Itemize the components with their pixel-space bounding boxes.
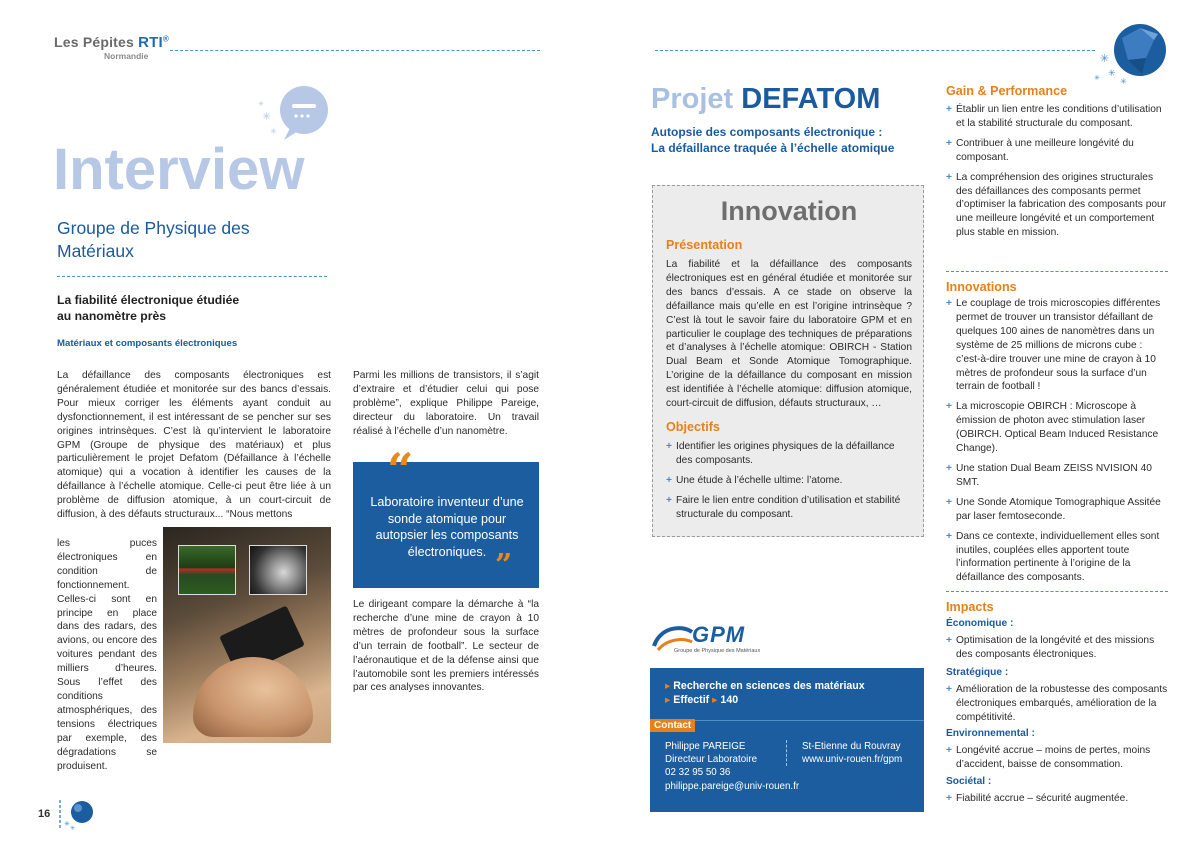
svg-text:✳: ✳ (1094, 75, 1100, 82)
projet-subtitle-1: Autopsie des composants électronique : (651, 125, 883, 139)
contact-name: Philippe PAREIGE (665, 741, 746, 752)
article-col2-text: Parmi les millions de transistors, il s’agit d’extraire et d’étudier celui qui pose problème”, explique Philippe Pareige, directeur du laboratoire. Un travail réalisé à l’échelle d’un nanomètre. (353, 370, 539, 437)
presentation-text: La fiabilité et la défaillance des composants électroniques est en général étudiée et monitorée sur des bancs d’essais. A ce stade on observe la défaillance mais qu’elle en est l’origine intrinsèque ? C’est là tout le savoir faire du laboratoire GPM et en particulier le couplage des techniques de préparations et d’analyses à l’échelle atomique: OBIRCH - Station Dual Beam et Sonde Atomique Tomographique. L’origine de la défaillance du composant en mission est identifiée à l’échelle atomique: diffusion atomique, court-circuit de diffusion, défauts structuraux, … (666, 259, 912, 410)
svg-text:✳: ✳ (262, 111, 272, 123)
innovation-title: Innovation (720, 196, 858, 226)
svg-text:✳: ✳ (270, 127, 277, 136)
article-col2-after: Le dirigeant compare la démarche à “la recherche d’une mine de crayon à 10 mètres de profondeur sous la surface d’un terrain de football”. Le secteur de l’aéronautique et de la défense ainsi que l’automobile sont les premiers intéressés par ces analyses innovantes. (353, 599, 539, 694)
innovation-item: + Dans ce contexte, individuellement elles sont inutiles, couplées elles apportent toute l’information pertinente à l’origine de la défaillance des composants. (946, 530, 1160, 584)
impact-env: + Longévité accrue – moins de pertes, moins d’accident, baisse de consommation. (946, 745, 1151, 770)
projet-subtitle-2: La défaillance traquée à l’échelle atomique (651, 140, 895, 155)
contact-separator (786, 740, 787, 766)
subtitle-line-2: au nanomètre près (57, 308, 167, 323)
article-subtitle (57, 293, 239, 324)
objectif-item: + Identifier les origines physiques de la défaillance des composants. (666, 441, 895, 466)
contact-tag: Contact (650, 719, 695, 732)
innovation-item: + Une station Dual Beam ZEISS NVISION 40 SMT. (946, 462, 1152, 488)
projet-subtitle (651, 125, 894, 156)
gain-heading: Gain & Performance (946, 84, 1068, 98)
impact-soc-heading: Sociétal : (946, 776, 992, 787)
subtitle-line-1: La fiabilité électronique étudiée (57, 293, 240, 307)
contact-email[interactable]: philippe.pareige@univ-rouen.fr (665, 780, 800, 792)
chip-photo (163, 527, 331, 743)
projet-name: DEFATOM (741, 83, 881, 115)
impact-strat: + Amélioration de la robustesse des composants électroniques embarqués, amélioration de la compétitivité. (946, 684, 1168, 723)
innovation-box (652, 185, 924, 537)
group-title-line-1: Groupe de Physique des (57, 218, 250, 238)
group-title (57, 217, 250, 263)
footer-orb-icon (56, 796, 100, 832)
impact-eco: + Optimisation de la longévité et des missions des composants électroniques. (946, 635, 1155, 660)
quote-open-icon: “ (387, 443, 414, 497)
innovation-item: + Le couplage de trois microscopies différentes permet de trouver un transistor défaillant de quelques 100 aines de nanomètres dans un système de 25 millions de microns cube : c’est-à-dire trouver une mine de crayon à 10 mètres de profondeur sous la surface d’un terrain de football ! (946, 298, 1161, 393)
svg-text:✳: ✳ (70, 826, 76, 832)
brand-subtitle: Normandie (104, 51, 149, 61)
effectif-value: 140 (720, 694, 739, 706)
title-rule (57, 276, 327, 277)
contact-left (665, 740, 799, 793)
gain-item: + Contribuer à une meilleure longévité du composant. (946, 137, 1134, 163)
group-title-line-2: Matériaux (57, 241, 134, 261)
objectif-item: + Faire le lien entre condition d’utilisation et stabilité structurale du composant. (666, 494, 901, 520)
gain-item: + Établir un lien entre les conditions d’utilisation et la stabilité structurale du composant. (946, 104, 1162, 129)
contact-role: Directeur Laboratoire (665, 754, 758, 766)
microscopy-image-red (178, 545, 236, 595)
innovations-list (946, 297, 1168, 591)
quote-close-icon: ” (495, 548, 513, 583)
keywords: Matériaux et composants électroniques (57, 338, 238, 349)
presentation-heading: Présentation (666, 238, 743, 252)
projet-title (651, 82, 880, 116)
brand-accent: RTI (138, 34, 163, 51)
innovations-heading: Innovations (946, 280, 1017, 294)
objectif-item: + Une étude à l’échelle ultime: l’atome. (666, 474, 843, 486)
gain-rule (946, 271, 1168, 272)
header-rule (170, 50, 540, 51)
brand-mark: ® (162, 34, 169, 44)
impact-eco-heading: Économique : (946, 618, 1014, 629)
finger (193, 657, 313, 737)
microscopy-image-gray (249, 545, 307, 595)
impact-env-heading: Environnemental : (946, 728, 1035, 739)
svg-text:✳: ✳ (258, 101, 264, 108)
interview-title: Interview (53, 137, 305, 202)
gpm-line-2: ▸ Effectif ▸ 140 (665, 694, 739, 706)
gain-list (946, 103, 1168, 246)
contact-phone: 02 32 95 50 36 (665, 767, 731, 779)
quote-text: Laboratoire inventeur d’une sonde atomique pour autopsier les composants électroniques. (370, 495, 524, 559)
innovations-rule (946, 591, 1168, 592)
objectifs-list (666, 440, 912, 528)
contact-city: St-Etienne du Rouvray (802, 741, 901, 752)
brand-name: Les Pépites (54, 34, 135, 50)
gpm-logo (650, 618, 810, 658)
article-col1-narrow: les puces électroniques en condition de fonctionnement. Celles-ci sont en principe en place dans des radars, des avions, ou encore des voitures pendant des milliers d’heures. Sous l’effet des conditions atmosphériques, des tensions électriques par exemple, des dégradations se produisent. (57, 538, 157, 772)
innovation-item: + La microscopie OBIRCH : Microscope à émission de photon avec stimulation laser (OBIRCH. Optical Beam Induced Resistance Change). (946, 401, 1159, 455)
gpm-logo-subtitle: Groupe de Physique des Matériaux (674, 648, 761, 654)
gpm-line-1-text: Recherche en sciences des matériaux (673, 680, 865, 692)
svg-text:✳: ✳ (1108, 68, 1116, 78)
innovation-item: + Une Sonde Atomique Tomographique Assitée par laser femtoseconde. (946, 496, 1161, 522)
effectif-label: Effectif (673, 694, 710, 706)
impact-strat-heading: Stratégique : (946, 667, 1009, 678)
gain-item: + La compréhension des origines structurales des défaillances des composants permet d’optimiser la fabrication des composants pour une meilleure longévité et un comportement plus stable en mission. (946, 171, 1167, 239)
impact-soc: + Fiabilité accrue – sécurité augmentée. (946, 793, 1129, 804)
projet-word: Projet (651, 83, 734, 115)
svg-text:✳: ✳ (1120, 77, 1127, 86)
objectifs-heading: Objectifs (666, 420, 720, 434)
header-orb-icon (1092, 18, 1174, 88)
contact-right (802, 740, 902, 766)
impacts-heading: Impacts (946, 600, 994, 614)
brand-logo (54, 34, 169, 51)
quote-box (353, 443, 539, 588)
gpm-info-box (650, 668, 924, 812)
svg-text:✳: ✳ (1100, 53, 1110, 65)
svg-text:✳: ✳ (64, 821, 70, 828)
contact-website[interactable]: www.univ-rouen.fr/gpm (802, 754, 903, 766)
page-number: 16 (38, 808, 51, 820)
header-rule-right (655, 50, 1095, 51)
gpm-line-1: ▸ Recherche en sciences des matériaux (665, 680, 865, 692)
gpm-logo-text: GPM (692, 622, 746, 647)
article-col1-text: La défaillance des composants électroniques est généralement étudiée et monitorée sur des bancs d’essais. Pour mieux corriger les éléments ayant conduit au dysfonctionnement, il est intéressant de se pencher sur ses origines intrinsèques. C’est là qu’intervient le laboratoire GPM (Groupe de physique des matériaux) et plus particulièrement le projet Defatom (Défaillance à l’échelle atomique) qui a vocation à identifier les causes de la défaillance à l’échelle atomique. Celle-ci peut être liée à un problème de diffusion atomique, à un court-circuit de diffusion, à des défauts structuraux... “Nous mettons (57, 370, 331, 521)
